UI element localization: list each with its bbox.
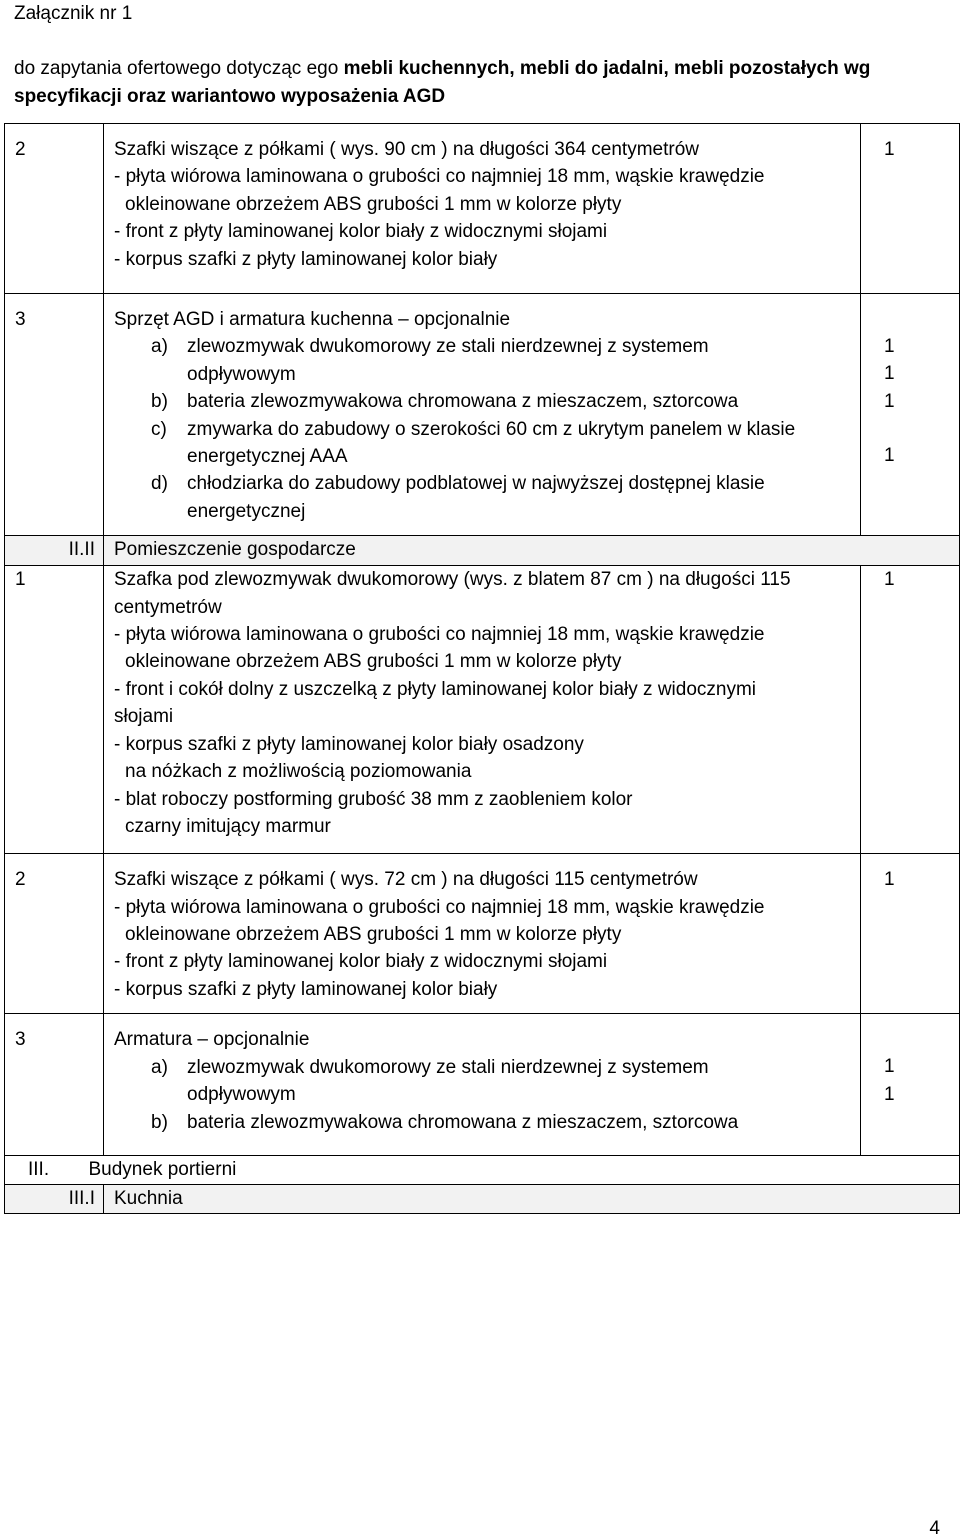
section-number-text: III.	[28, 1159, 50, 1181]
row-quantity	[861, 854, 960, 1014]
specification-table	[4, 123, 960, 1214]
sub-item-text: odpływowym	[187, 1084, 296, 1106]
sub-item	[114, 1054, 860, 1081]
desc-line: - płyta wiórowa laminowana o grubości co najmniej 18 mm, wąskie krawędzie	[114, 896, 765, 918]
row-number: 3	[5, 1014, 104, 1156]
desc-line: - blat roboczy postforming grubość 38 mm z zaobleniem kolor	[114, 788, 633, 810]
desc-line: - korpus szafki z płyty laminowanej kolor biały	[114, 978, 498, 1000]
desc-title-optional: – opcjonalnie	[398, 309, 511, 330]
quantity-value: 1	[884, 869, 895, 891]
section-title	[88, 1156, 861, 1185]
sub-item	[114, 470, 860, 497]
desc-line: czarny imitujący marmur	[125, 815, 331, 837]
row-description	[104, 854, 861, 1014]
section-header-row	[5, 536, 960, 566]
row-quantity	[861, 566, 960, 854]
quantity-value: 1	[884, 139, 895, 160]
desc-title-main: Armatura	[114, 1029, 198, 1051]
sub-item-text: zlewozmywak dwukomorowy ze stali nierdzewnej z systemem	[187, 336, 709, 358]
row-quantity	[861, 294, 960, 536]
row-description	[104, 566, 861, 854]
section-title: Pomieszczenie gospodarcze	[104, 536, 861, 566]
sub-item-text: zlewozmywak dwukomorowy ze stali nierdzewnej z systemem	[187, 1056, 709, 1078]
desc-title	[114, 306, 860, 333]
subsection-number: III.I	[5, 1185, 104, 1214]
desc-line: okleinowane obrzeżem ABS grubości 1 mm w kolorze płyty	[125, 924, 622, 946]
intro-plain-text: do zapytania ofertowego dotycząc ego	[14, 58, 344, 79]
desc-line: na nóżkach z możliwością poziomowania	[125, 761, 472, 783]
sub-item-label: c)	[151, 418, 167, 440]
sub-item-label: d)	[151, 473, 168, 495]
quantity-value: 1	[884, 1056, 895, 1078]
desc-title-main: Sprzęt AGD i armatura kuchenna	[114, 309, 399, 330]
sub-item	[114, 333, 860, 360]
desc-line: - płyta wiórowa laminowana o grubości co najmniej 18 mm, wąskie krawędzie	[114, 166, 765, 188]
sub-item-text: bateria zlewozmywakowa chromowana z mieszaczem, sztorcowa	[187, 1111, 739, 1133]
subsection-header-row	[5, 1185, 960, 1214]
section-header-filler	[861, 536, 960, 566]
attachment-title: Załącznik nr 1	[14, 3, 133, 24]
table-row	[5, 294, 960, 536]
table-row	[5, 1014, 960, 1156]
intro-bold-text: mebli kuchennych, mebli do jadalni, mebli pozostałych wg specyfikacji oraz wariantowo wyposażenia AGD	[14, 58, 871, 107]
sub-item-label: b)	[151, 391, 168, 413]
section-header-filler	[861, 1156, 960, 1185]
sub-item-text: odpływowym	[187, 363, 296, 385]
quantity-value: 1	[884, 445, 895, 467]
desc-line: - korpus szafki z płyty laminowanej kolor biały	[114, 248, 498, 270]
desc-line: Szafki wiszące z półkami ( wys. 90 cm ) na długości 364 centymetrów	[114, 139, 699, 160]
sub-item-text: energetycznej	[187, 500, 306, 522]
desc-line: centymetrów	[114, 596, 222, 618]
sub-item-label: a)	[151, 336, 168, 358]
desc-line: - front i cokół dolny z uszczelką z płyty laminowanej kolor biały z widocznymi	[114, 678, 757, 700]
row-quantity	[861, 124, 960, 294]
sub-item	[114, 388, 860, 415]
sub-item-text: chłodziarka do zabudowy podblatowej w najwyższej dostępnej klasie	[187, 473, 765, 495]
row-quantity	[861, 1014, 960, 1156]
table-row	[5, 124, 960, 294]
section-header-row	[5, 1156, 960, 1185]
row-number: 3	[5, 294, 104, 536]
row-number: 1	[5, 566, 104, 854]
desc-line: okleinowane obrzeżem ABS grubości 1 mm w kolorze płyty	[125, 651, 622, 673]
sub-item-text: zmywarka do zabudowy o szerokości 60 cm z ukrytym panelem w klasie	[187, 418, 796, 440]
row-number: 2	[5, 124, 104, 294]
quantity-value: 1	[884, 336, 895, 357]
section-title-text: Budynek portierni	[88, 1159, 237, 1181]
row-description	[104, 294, 861, 536]
desc-line: - korpus szafki z płyty laminowanej kolor biały osadzony	[114, 733, 584, 755]
sub-item-text: energetycznej AAA	[187, 446, 348, 468]
desc-line: Szafki wiszące z półkami ( wys. 72 cm ) na długości 115 centymetrów	[114, 869, 698, 891]
desc-title-optional: – opcjonalnie	[197, 1029, 310, 1051]
desc-line: okleinowane obrzeżem ABS grubości 1 mm w kolorze płyty	[125, 193, 622, 215]
subsection-title: Kuchnia	[104, 1185, 861, 1214]
row-number: 2	[5, 854, 104, 1014]
intro-paragraph	[14, 55, 934, 111]
page-number: 4	[929, 1518, 940, 1539]
table-row	[5, 854, 960, 1014]
desc-title	[114, 1026, 860, 1053]
desc-line: słojami	[114, 706, 174, 728]
quantity-value: 1	[884, 390, 895, 412]
sub-item	[114, 1109, 860, 1136]
sub-item-label: a)	[151, 1056, 168, 1078]
desc-line: - front z płyty laminowanej kolor biały z widocznymi słojami	[114, 951, 608, 973]
row-description	[104, 1014, 861, 1156]
table-row	[5, 566, 960, 854]
sub-item	[114, 416, 860, 443]
row-description	[104, 124, 861, 294]
desc-line: Szafka pod zlewozmywak dwukomorowy (wys. z blatem 87 cm ) na długości 115	[114, 569, 791, 591]
desc-line: - front z płyty laminowanej kolor biały z widocznymi słojami	[114, 221, 608, 243]
quantity-value: 1	[884, 569, 895, 591]
sub-item-label: b)	[151, 1111, 168, 1133]
quantity-value: 1	[884, 1083, 895, 1105]
quantity-value: 1	[884, 363, 895, 385]
section-number: II.II	[5, 536, 104, 566]
sub-item-text: bateria zlewozmywakowa chromowana z mieszaczem, sztorcowa	[187, 391, 739, 413]
section-header-filler	[861, 1185, 960, 1214]
desc-line: - płyta wiórowa laminowana o grubości co najmniej 18 mm, wąskie krawędzie	[114, 624, 765, 646]
